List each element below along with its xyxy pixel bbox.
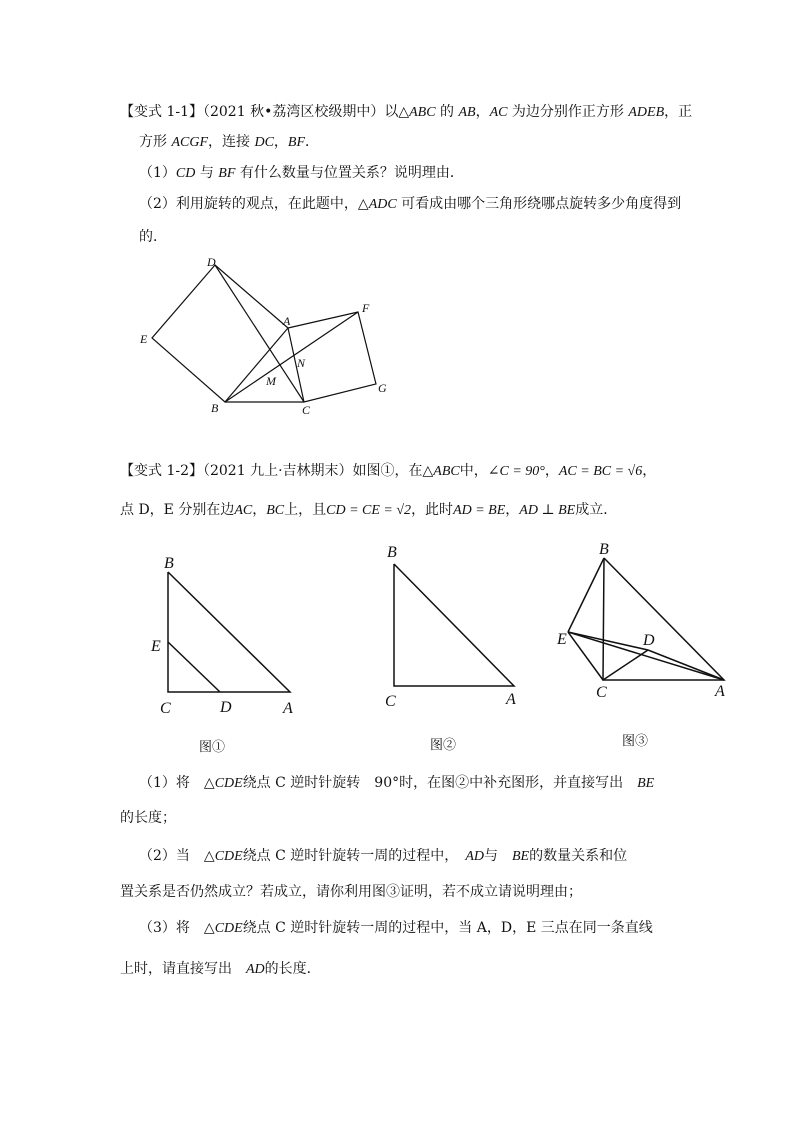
problem2-question3-cont (120, 959, 321, 980)
caption-figure3: 图③ (622, 734, 649, 749)
text: 的数量关系和位 (529, 848, 628, 864)
fig2-label-a: A (506, 691, 516, 708)
fig1-triangle-abc (168, 572, 290, 692)
text: （1） (139, 165, 176, 181)
text: （3）将 △ (139, 920, 215, 936)
problem1-question1 (139, 163, 464, 184)
text: ． (305, 134, 320, 150)
math-be: BE (637, 776, 655, 791)
text: 的长度． (264, 961, 321, 977)
math-ab: AB (458, 105, 476, 120)
problem2-line1 (120, 461, 656, 482)
math-adeb: ADEB (628, 105, 665, 120)
math-ac: AC (489, 105, 508, 120)
math-eq1: AC = BC = √6 (558, 464, 643, 479)
fig3-segment-da (648, 650, 724, 680)
text: （1）将 △ (139, 775, 215, 791)
problem1-head: 【变式 1-1】（2021 秋•荔湾区校级期中）以△ (120, 104, 410, 120)
text: 绕点 C 逆时针旋转一周的过程中，当 A，D，E 三点在同一条直线 (242, 920, 653, 936)
fig1-label-b: B (164, 555, 174, 572)
problem2-question1 (139, 773, 654, 794)
text: 绕点 C 逆时针旋转一周的过程中， (242, 848, 466, 864)
fig1-label-e: E (151, 638, 161, 655)
fig3-label-a: A (715, 683, 725, 700)
text: ，此时 (411, 502, 454, 518)
fig1-label-d: D (220, 699, 232, 716)
text: ， (252, 502, 267, 518)
fig1-segment-ed (168, 642, 220, 692)
text: 上，且 (284, 502, 327, 518)
text: ， (273, 134, 288, 150)
problem2-head: 【变式 1-2】（2021 九上·吉林期末）如图①，在△ (120, 463, 434, 479)
text: 的 (435, 104, 459, 120)
caption-figure2: 图② (430, 738, 457, 753)
math-abc: ABC (433, 464, 460, 479)
text: （2）当 △ (139, 848, 215, 864)
math-eq2: CD = CE = √2 (326, 503, 412, 518)
text: 中，∠ (459, 463, 500, 479)
text: 绕点 C 逆时针旋转 90°时，在图②中补充图形，并直接写出 (242, 775, 638, 791)
math-bf: BF (218, 166, 236, 181)
text: （2）利用旋转的观点，在此题中，△ (139, 196, 369, 212)
label-f: F (362, 301, 370, 315)
segment-dc (215, 265, 304, 402)
math-ac: AC (234, 503, 253, 518)
math-ad: AD (246, 962, 265, 977)
math-cde: CDE (214, 776, 243, 791)
text: ， (475, 104, 490, 120)
math-cde: CDE (214, 849, 243, 864)
text: 与 (483, 848, 512, 864)
math-eq3: AD = BE (453, 503, 506, 518)
problem2-question1-cont (120, 808, 176, 828)
fig3-label-b: B (599, 541, 609, 558)
label-g: G (378, 381, 387, 395)
fig1-label-c: C (160, 700, 171, 717)
text: ，连接 (208, 134, 255, 150)
math-bc: BC (266, 503, 285, 518)
text: 的． (139, 229, 167, 245)
text: ， (505, 502, 520, 518)
label-e: E (140, 332, 148, 346)
math-dc: DC (254, 135, 274, 150)
label-b: B (211, 401, 219, 415)
fig1-label-a: A (283, 700, 293, 717)
text: 成立． (575, 502, 618, 518)
text: 可看成由哪个三角形绕哪点旋转多少角度得到 (396, 196, 682, 212)
math-eq4: AD ⊥ BE (519, 503, 576, 518)
caption-figure1: 图① (199, 740, 226, 755)
text: 上时，请直接写出 (120, 961, 246, 977)
problem1-line1 (120, 102, 692, 123)
math-adc: ADC (368, 197, 397, 212)
problem1-figure (130, 250, 400, 420)
label-m: M (266, 374, 276, 388)
fig2-label-b: B (387, 544, 397, 561)
text: ， (642, 463, 657, 479)
text: ，正 (664, 104, 693, 120)
label-d: D (207, 255, 216, 269)
problem1-question2-cont (139, 227, 167, 247)
text: 的长度； (120, 810, 176, 826)
math-be: BE (511, 849, 530, 864)
text: ， (544, 463, 559, 479)
fig3-segment-eb (568, 558, 604, 632)
text: 与 (195, 165, 219, 181)
label-a: A (283, 314, 291, 328)
text: 点 D，E 分别在边 (120, 502, 235, 518)
math-bf: BF (287, 135, 306, 150)
text: 有什么数量与位置关系？说明理由． (235, 165, 464, 181)
math-cd: CD (175, 166, 196, 181)
math-cde: CDE (214, 921, 243, 936)
problem2-question3 (139, 918, 653, 939)
fig3-label-c: C (596, 684, 607, 701)
math-acgf: ACGF (171, 135, 209, 150)
problem1-question2 (139, 194, 681, 215)
fig3-label-e: E (557, 631, 567, 648)
label-n: N (297, 356, 306, 370)
segment-bf (225, 312, 358, 402)
problem1-line2 (139, 132, 319, 153)
problem2-question2 (139, 846, 627, 867)
math-angle: C = 90° (499, 464, 545, 479)
math-abc: ABC (409, 105, 436, 120)
fig3-label-d: D (643, 632, 655, 649)
fig2-triangle-abc (394, 564, 514, 686)
text: 置关系是否仍然成立？若成立，请你利用图③证明，若不成立请说明理由； (120, 884, 582, 900)
problem2-figures (140, 535, 740, 720)
label-c: C (302, 403, 311, 417)
text: 为边分别作正方形 (507, 104, 629, 120)
text: 方形 (139, 134, 172, 150)
problem2-question2-cont (120, 882, 582, 902)
fig2-label-c: C (385, 693, 396, 710)
problem2-line2 (120, 500, 617, 521)
math-ad: AD (465, 849, 484, 864)
